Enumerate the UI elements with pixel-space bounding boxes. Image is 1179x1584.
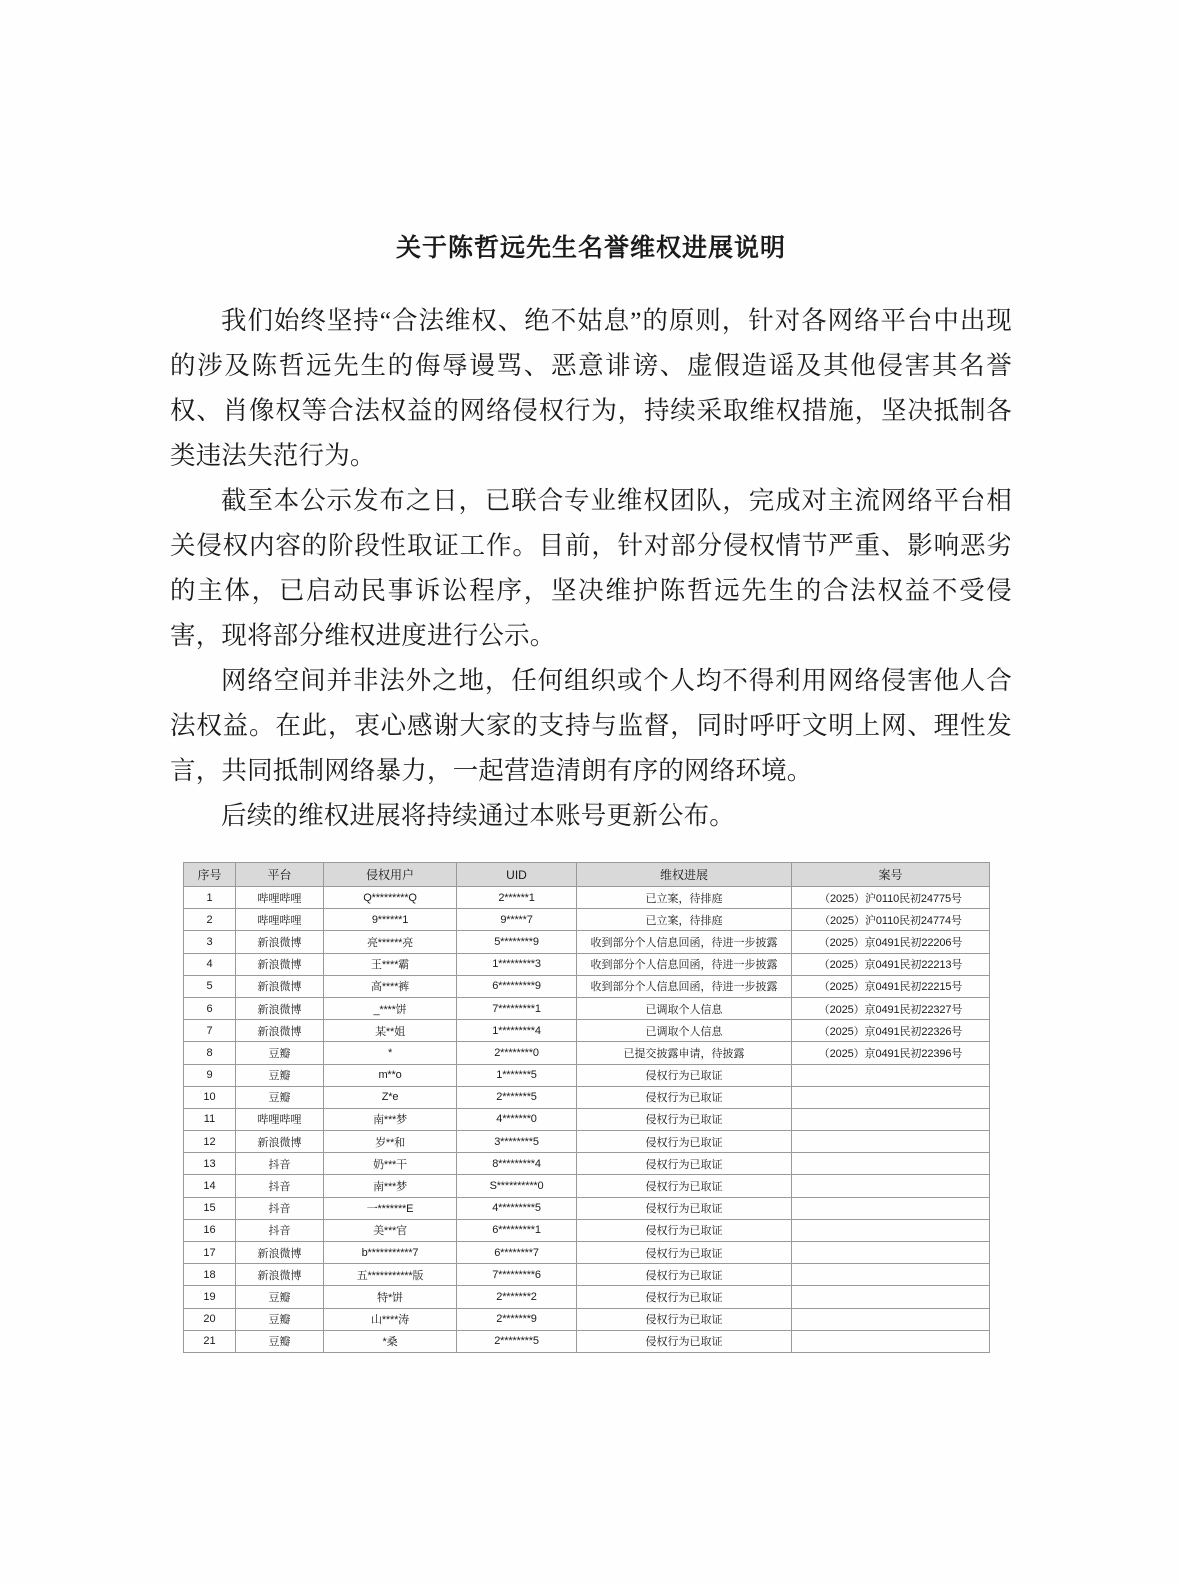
cell-index: 12 (184, 1131, 236, 1153)
cell-platform: 新浪微博 (236, 1020, 324, 1042)
cell-index: 4 (184, 953, 236, 975)
cell-user: 某**姐 (324, 1020, 457, 1042)
cell-progress: 已立案，待排庭 (577, 909, 792, 931)
cell-uid: 2******1 (457, 887, 577, 909)
cell-platform: 抖音 (236, 1219, 324, 1241)
cell-case (792, 1175, 990, 1197)
cell-user: Q*********Q (324, 887, 457, 909)
cell-user: 奶***干 (324, 1153, 457, 1175)
cell-uid: 9*****7 (457, 909, 577, 931)
cell-progress: 侵权行为已取证 (577, 1175, 792, 1197)
cell-uid: 3********5 (457, 1131, 577, 1153)
cell-progress: 侵权行为已取证 (577, 1286, 792, 1308)
cell-platform: 抖音 (236, 1153, 324, 1175)
cell-uid: 1*******5 (457, 1064, 577, 1086)
cell-progress: 收到部分个人信息回函，待进一步披露 (577, 975, 792, 997)
cell-user: 山****涛 (324, 1308, 457, 1330)
cell-platform: 哔哩哔哩 (236, 909, 324, 931)
cell-index: 10 (184, 1086, 236, 1108)
cell-progress: 侵权行为已取证 (577, 1242, 792, 1264)
cell-index: 9 (184, 1064, 236, 1086)
table-row (184, 1108, 990, 1130)
table-row (184, 887, 990, 909)
cell-case: （2025）京0491民初22215号 (792, 975, 990, 997)
cell-progress: 侵权行为已取证 (577, 1153, 792, 1175)
cell-case (792, 1131, 990, 1153)
cell-case (792, 1108, 990, 1130)
cell-platform: 哔哩哔哩 (236, 1108, 324, 1130)
cell-uid: 6*********1 (457, 1219, 577, 1241)
cell-case: （2025）京0491民初22206号 (792, 931, 990, 953)
cell-user: _****饼 (324, 997, 457, 1019)
cell-case (792, 1086, 990, 1108)
cell-platform: 豆瓣 (236, 1042, 324, 1064)
cell-platform: 哔哩哔哩 (236, 887, 324, 909)
cell-progress: 侵权行为已取证 (577, 1086, 792, 1108)
cell-user: 特*饼 (324, 1286, 457, 1308)
cell-platform: 新浪微博 (236, 1131, 324, 1153)
column-header-case: 案号 (792, 863, 990, 887)
cell-index: 1 (184, 887, 236, 909)
cell-platform: 抖音 (236, 1175, 324, 1197)
cell-case: （2025）京0491民初22327号 (792, 997, 990, 1019)
table-row (184, 997, 990, 1019)
cell-uid: 2*******2 (457, 1286, 577, 1308)
rights-protection-progress-table (183, 862, 990, 1353)
cell-user: 亮******亮 (324, 931, 457, 953)
cell-case (792, 1308, 990, 1330)
table-row (184, 1330, 990, 1352)
cell-index: 11 (184, 1108, 236, 1130)
cell-progress: 侵权行为已取证 (577, 1308, 792, 1330)
cell-index: 8 (184, 1042, 236, 1064)
table-row (184, 1197, 990, 1219)
cell-platform: 豆瓣 (236, 1086, 324, 1108)
cell-progress: 侵权行为已取证 (577, 1330, 792, 1352)
cell-uid: 4*********5 (457, 1197, 577, 1219)
cell-platform: 新浪微博 (236, 931, 324, 953)
cell-progress: 已调取个人信息 (577, 1020, 792, 1042)
cell-case (792, 1286, 990, 1308)
table-row (184, 1042, 990, 1064)
cell-user: * (324, 1042, 457, 1064)
cell-user: 一*******E (324, 1197, 457, 1219)
cell-platform: 豆瓣 (236, 1064, 324, 1086)
cell-uid: 7*********1 (457, 997, 577, 1019)
cell-progress: 已提交披露申请，待披露 (577, 1042, 792, 1064)
cell-platform: 新浪微博 (236, 975, 324, 997)
cell-index: 15 (184, 1197, 236, 1219)
cell-progress: 侵权行为已取证 (577, 1219, 792, 1241)
table-row (184, 1308, 990, 1330)
cell-case: （2025）京0491民初22326号 (792, 1020, 990, 1042)
cell-index: 2 (184, 909, 236, 931)
table-row (184, 1219, 990, 1241)
cell-uid: 2********5 (457, 1330, 577, 1352)
cell-user: Z*e (324, 1086, 457, 1108)
table-row (184, 1242, 990, 1264)
cell-case (792, 1219, 990, 1241)
cell-user: m**o (324, 1064, 457, 1086)
cell-platform: 新浪微博 (236, 1264, 324, 1286)
table-header-row (184, 863, 990, 887)
cell-user: 高****裤 (324, 975, 457, 997)
column-header-user: 侵权用户 (324, 863, 457, 887)
cell-case: （2025）沪0110民初24775号 (792, 887, 990, 909)
cell-uid: 2*******5 (457, 1086, 577, 1108)
cell-case (792, 1197, 990, 1219)
cell-uid: 6********7 (457, 1242, 577, 1264)
table-row (184, 909, 990, 931)
table-body (184, 887, 990, 1353)
cell-user: 王****霸 (324, 953, 457, 975)
cell-uid: 1*********3 (457, 953, 577, 975)
cell-case (792, 1264, 990, 1286)
progress-table-container (183, 862, 989, 1353)
table-row (184, 975, 990, 997)
table-header (184, 863, 990, 887)
cell-uid: 1*********4 (457, 1020, 577, 1042)
document-body (170, 228, 1012, 838)
table-row (184, 1020, 990, 1042)
cell-uid: 7*********6 (457, 1264, 577, 1286)
cell-index: 3 (184, 931, 236, 953)
body-paragraph-2: 截至本公示发布之日，已联合专业维权团队，完成对主流网络平台相关侵权内容的阶段性取证工作。目前，针对部分侵权情节严重、影响恶劣的主体，已启动民事诉讼程序，坚决维护陈哲远先生的合法权益不受侵害，现将部分维权进度进行公示。 (170, 486, 1012, 650)
cell-uid: 8*********4 (457, 1153, 577, 1175)
cell-progress: 侵权行为已取证 (577, 1197, 792, 1219)
cell-progress: 侵权行为已取证 (577, 1131, 792, 1153)
cell-uid: S**********0 (457, 1175, 577, 1197)
cell-index: 20 (184, 1308, 236, 1330)
cell-progress: 侵权行为已取证 (577, 1264, 792, 1286)
cell-uid: 4*******0 (457, 1108, 577, 1130)
cell-case (792, 1153, 990, 1175)
cell-index: 6 (184, 997, 236, 1019)
table-row (184, 1086, 990, 1108)
cell-progress: 收到部分个人信息回函，待进一步披露 (577, 953, 792, 975)
cell-progress: 已立案，待排庭 (577, 887, 792, 909)
body-paragraph-3: 网络空间并非法外之地，任何组织或个人均不得利用网络侵害他人合法权益。在此，衷心感谢大家的支持与监督，同时呼吁文明上网、理性发言，共同抵制网络暴力，一起营造清朗有序的网络环境。 (170, 666, 1012, 785)
cell-uid: 2*******9 (457, 1308, 577, 1330)
cell-index: 7 (184, 1020, 236, 1042)
cell-index: 18 (184, 1264, 236, 1286)
cell-user: 五***********版 (324, 1264, 457, 1286)
cell-user: 岁**和 (324, 1131, 457, 1153)
cell-platform: 新浪微博 (236, 953, 324, 975)
cell-index: 5 (184, 975, 236, 997)
column-header-uid: UID (457, 863, 577, 887)
cell-user: b***********7 (324, 1242, 457, 1264)
cell-platform: 新浪微博 (236, 997, 324, 1019)
table-row (184, 1264, 990, 1286)
cell-user: 南***梦 (324, 1175, 457, 1197)
table-row (184, 1064, 990, 1086)
cell-user: *桑 (324, 1330, 457, 1352)
column-header-platform: 平台 (236, 863, 324, 887)
cell-platform: 豆瓣 (236, 1330, 324, 1352)
cell-case: （2025）京0491民初22396号 (792, 1042, 990, 1064)
cell-platform: 豆瓣 (236, 1308, 324, 1330)
cell-platform: 豆瓣 (236, 1286, 324, 1308)
cell-progress: 侵权行为已取证 (577, 1108, 792, 1130)
cell-user: 南***梦 (324, 1108, 457, 1130)
table-row (184, 1131, 990, 1153)
cell-case (792, 1242, 990, 1264)
cell-index: 21 (184, 1330, 236, 1352)
cell-index: 17 (184, 1242, 236, 1264)
table-row (184, 953, 990, 975)
cell-index: 14 (184, 1175, 236, 1197)
cell-progress: 已调取个人信息 (577, 997, 792, 1019)
table-row (184, 931, 990, 953)
table-row (184, 1286, 990, 1308)
cell-user: 9******1 (324, 909, 457, 931)
body-paragraph-1: 我们始终坚持“合法维权、绝不姑息”的原则，针对各网络平台中出现的涉及陈哲远先生的侮辱谩骂、恶意诽谤、虚假造谣及其他侵害其名誉权、肖像权等合法权益的网络侵权行为，持续采取维权措施，坚决抵制各类违法失范行为。 (170, 306, 1012, 470)
cell-index: 13 (184, 1153, 236, 1175)
cell-index: 16 (184, 1219, 236, 1241)
cell-case: （2025）沪0110民初24774号 (792, 909, 990, 931)
cell-case: （2025）京0491民初22213号 (792, 953, 990, 975)
body-paragraph-4: 后续的维权进展将持续通过本账号更新公布。 (221, 801, 736, 830)
table-row (184, 1175, 990, 1197)
cell-case (792, 1330, 990, 1352)
column-header-index: 序号 (184, 863, 236, 887)
cell-uid: 6*********9 (457, 975, 577, 997)
cell-progress: 侵权行为已取证 (577, 1064, 792, 1086)
cell-case (792, 1064, 990, 1086)
cell-user: 美***官 (324, 1219, 457, 1241)
table-row (184, 1153, 990, 1175)
cell-platform: 新浪微博 (236, 1242, 324, 1264)
page-title: 关于陈哲远先生名誉维权进展说明 (395, 235, 786, 262)
cell-progress: 收到部分个人信息回函，待进一步披露 (577, 931, 792, 953)
cell-platform: 抖音 (236, 1197, 324, 1219)
cell-uid: 2********0 (457, 1042, 577, 1064)
cell-uid: 5********9 (457, 931, 577, 953)
column-header-progress: 维权进展 (577, 863, 792, 887)
cell-index: 19 (184, 1286, 236, 1308)
